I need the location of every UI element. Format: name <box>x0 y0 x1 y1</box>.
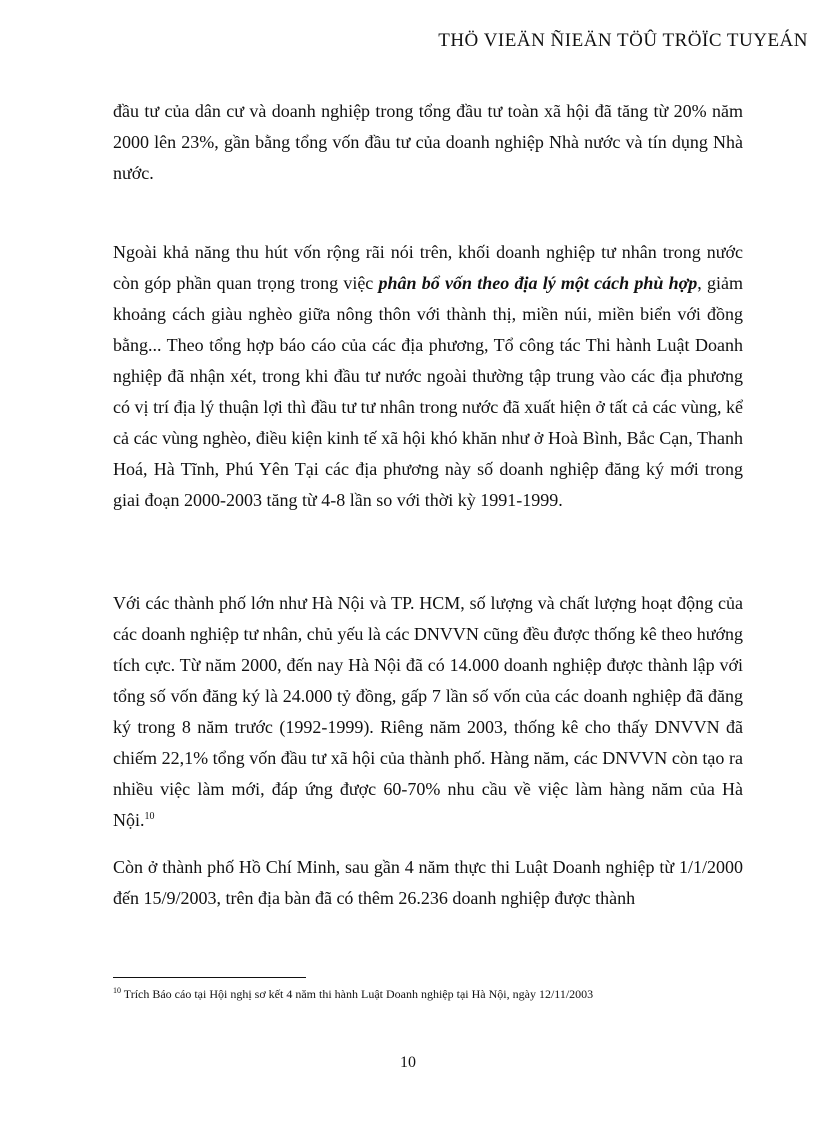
paragraph-2-text-start: Ngoài khả năng thu hút vốn rộng rãi nói trên, khối doanh nghiệp tư nhân trong nước còn góp phần quan trọng trong việc <box>113 242 743 293</box>
document-body <box>113 96 743 914</box>
paragraph-2 <box>113 237 743 516</box>
paragraph-1: đầu tư của dân cư và doanh nghiệp trong tổng đầu tư toàn xã hội đã tăng từ 20% năm 2000 lên 23%, gần bằng tổng vốn đầu tư của doanh nghiệp Nhà nước và tín dụng Nhà nước. <box>113 101 743 183</box>
page-number: 10 <box>400 1054 416 1071</box>
paragraph-3 <box>113 588 743 836</box>
footnote-text: Trích Báo cáo tại Hội nghị sơ kết 4 năm thi hành Luật Doanh nghiệp tại Hà Nội, ngày 12/11/2003 <box>121 987 594 1001</box>
footnote-reference[interactable]: 10 <box>144 811 155 822</box>
footnote <box>113 986 743 1002</box>
footnote-marker: 10 <box>113 986 121 995</box>
paragraph-2-emphasis: phân bổ vốn theo địa lý một cách phù hợp <box>378 273 698 293</box>
paragraph-4: Còn ở thành phố Hồ Chí Minh, sau gần 4 năm thực thi Luật Doanh nghiệp từ 1/1/2000 đến 15/9/2003, trên địa bàn đã có thêm 26.236 doanh nghiệp được thành <box>113 857 743 908</box>
paragraph-2-text-end: , giảm khoảng cách giàu nghèo giữa nông thôn với thành thị, miền núi, miền biển với đồng bằng... Theo tổng hợp báo cáo của các địa phương, Tổ công tác Thi hành Luật Doanh nghiệp đã nhận xét, trong khi đầu tư nước ngoài thường tập trung vào các địa phương có vị trí địa lý thuận lợi thì đầu tư tư nhân trong nước đã xuất hiện ở tất cả các vùng, kể cả các vùng nghèo, điều kiện kinh tế xã hội khó khăn như ở Hoà Bình, Bắc Cạn, Thanh Hoá, Hà Tĩnh, Phú Yên Tại các địa phương này số doanh nghiệp đăng ký mới trong giai đoạn 2000-2003 tăng từ 4-8 lần so với thời kỳ 1991-1999. <box>113 273 743 510</box>
footnote-separator <box>113 977 306 978</box>
page-header-title: THÖ VIEÄN ÑIEÄN TÖÛ TRÖÏC TUYEÁN <box>438 30 808 51</box>
paragraph-3-text: Với các thành phố lớn như Hà Nội và TP. HCM, số lượng và chất lượng hoạt động của các doanh nghiệp tư nhân, chủ yếu là các DNVVN cũng đều được thống kê theo hướng tích cực. Từ năm 2000, đến nay Hà Nội đã có 14.000 doanh nghiệp được thành lập với tổng số vốn đăng ký là 24.000 tỷ đồng, gấp 7 lần số vốn của các doanh nghiệp đã đăng ký trong 8 năm trước (1992-1999). Riêng năm 2003, thống kê cho thấy DNVVN đã chiếm 22,1% tổng vốn đầu tư xã hội của thành phố. Hàng năm, các DNVVN còn tạo ra nhiều việc làm mới, đáp ứng được 60-70% nhu cầu về việc làm hàng năm của Hà Nội. <box>113 593 743 830</box>
